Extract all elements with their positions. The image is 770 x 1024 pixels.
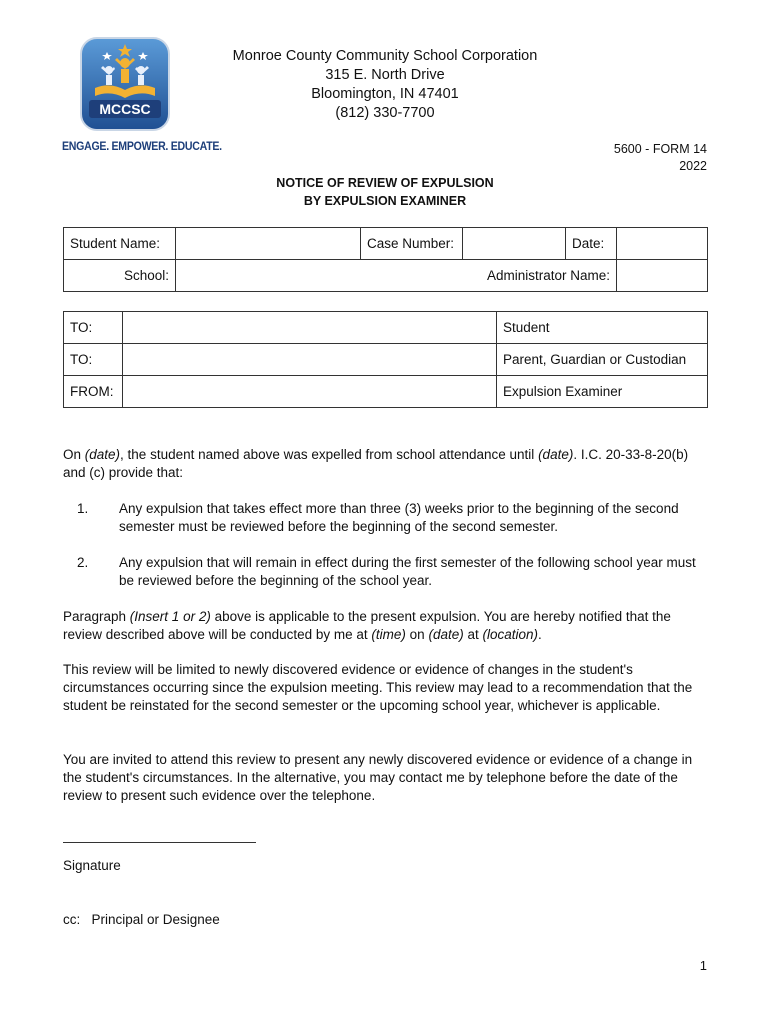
routing-role: Expulsion Examiner — [497, 376, 708, 408]
school-field[interactable] — [176, 260, 361, 292]
student-info-table — [63, 227, 708, 292]
cc-line: cc: Principal or Designee — [63, 912, 220, 927]
routing-name-field[interactable] — [123, 312, 497, 344]
date-field[interactable] — [617, 228, 708, 260]
date-label: Date: — [566, 228, 617, 260]
routing-role: Student — [497, 312, 708, 344]
routing-label: TO: — [64, 344, 123, 376]
date-placeholder: (date) — [538, 447, 574, 462]
org-address-street: 315 E. North Drive — [325, 67, 445, 83]
routing-row — [64, 312, 708, 344]
routing-table — [63, 311, 708, 408]
list-item: 2. Any expulsion that will remain in effect during the first semester of the following school year must be reviewed before the beginning of the school year. — [77, 555, 696, 588]
org-address-city: Bloomington, IN 47401 — [311, 86, 459, 102]
paragraph-review-notice: Paragraph (Insert 1 or 2) above is applicable to the present expulsion. You are hereby notified that the review described above will be conducted by me at (time) on (date) at (location). — [63, 609, 671, 642]
paragraph-expulsion-dates: On (date), the student named above was expelled from school attendance until (date). I.C. 20-33-8-20(b) and (c) provide that: — [63, 447, 689, 480]
org-name: Monroe County Community School Corporation — [232, 48, 538, 64]
administrator-name-field[interactable] — [617, 260, 708, 292]
student-name-label: Student Name: — [64, 228, 176, 260]
org-phone: (812) 330-7700 — [335, 105, 435, 121]
routing-row — [64, 344, 708, 376]
routing-label: TO: — [64, 312, 123, 344]
form-year: 2022 — [679, 159, 707, 173]
document-title — [0, 174, 770, 210]
form-number: 5600 - FORM 14 — [613, 142, 707, 156]
routing-role: Parent, Guardian or Custodian — [497, 344, 708, 376]
signature-label: Signature — [63, 858, 121, 873]
page-number: 1 — [699, 958, 707, 973]
routing-name-field[interactable] — [123, 376, 497, 408]
routing-label: FROM: — [64, 376, 123, 408]
case-number-field[interactable] — [463, 228, 566, 260]
routing-name-field[interactable] — [123, 344, 497, 376]
form-number-block — [614, 141, 707, 175]
case-number-label: Case Number: — [361, 228, 463, 260]
title-line-2: BY EXPULSION EXAMINER — [303, 194, 467, 208]
list-item: 1. Any expulsion that takes effect more than three (3) weeks prior to the beginning of the second semester must be reviewed before the beginning of the second semester. — [77, 501, 679, 534]
paragraph-review-scope: This review will be limited to newly discovered evidence or evidence of changes in the student's circumstances occurring since the expulsion meeting. This review may lead to a recommendation that the student be reinstated for the second semester or the upcoming school year, whichever is applicable. — [63, 662, 693, 713]
logo-tagline: ENGAGE. EMPOWER. EDUCATE. — [62, 141, 222, 153]
administrator-name-label: Administrator Name: — [361, 260, 617, 292]
paragraph-invitation: You are invited to attend this review to present any newly discovered evidence or evidence of a change in the student's circumstances. In the alternative, you may contact me by telephone before the date of the review to present such evidence over the telephone. — [63, 752, 693, 803]
school-label: School: — [64, 260, 176, 292]
org-header — [0, 47, 770, 123]
routing-row — [64, 376, 708, 408]
title-line-1: NOTICE OF REVIEW OF EXPULSION — [276, 176, 494, 190]
signature-line — [63, 842, 256, 843]
logo-text: MCCSC — [99, 101, 151, 117]
student-name-field[interactable] — [176, 228, 361, 260]
date-placeholder: (date) — [84, 447, 121, 462]
